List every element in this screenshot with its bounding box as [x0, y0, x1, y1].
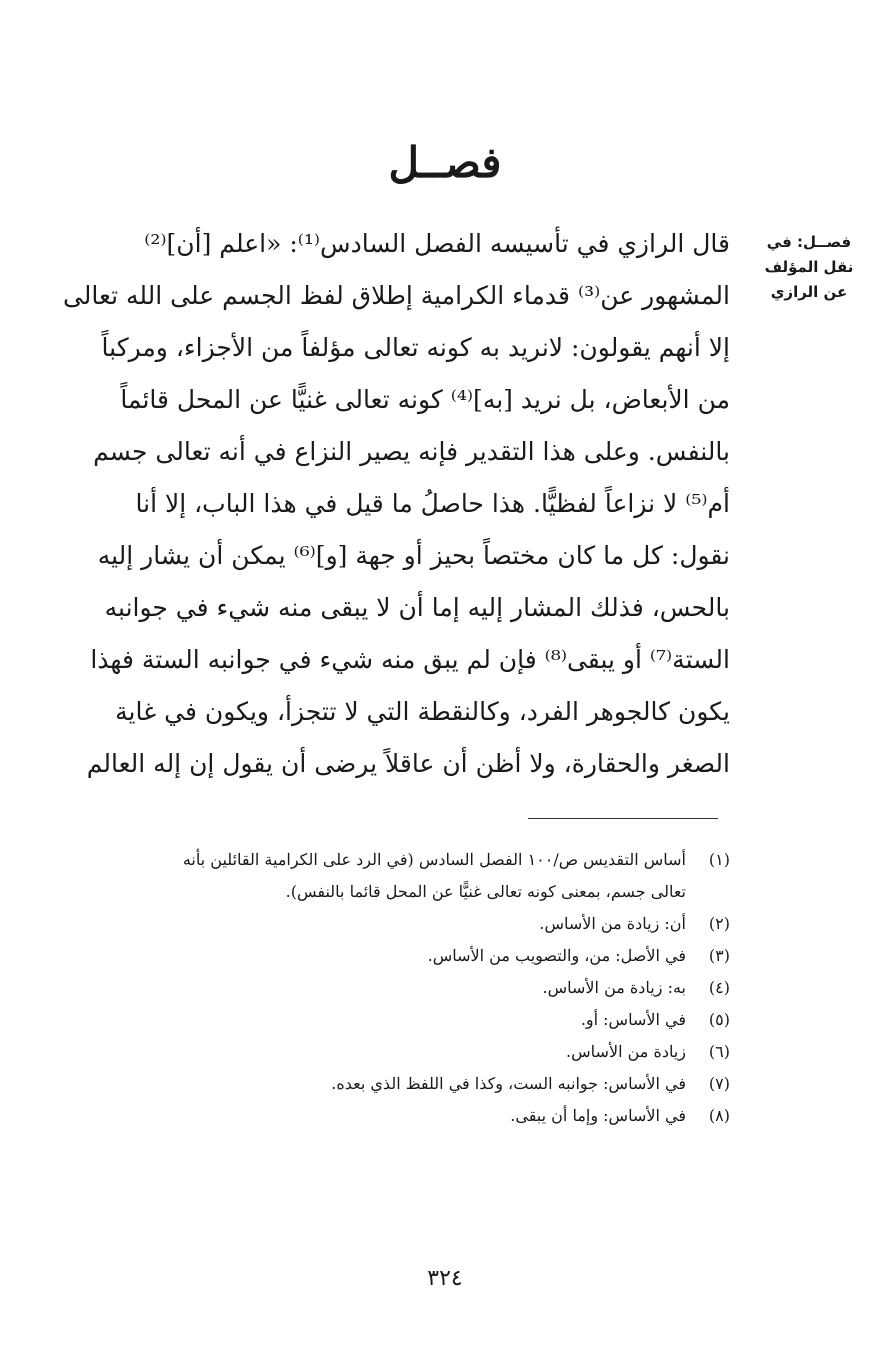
footnote-line: به: زيادة من الأساس.	[542, 978, 686, 997]
footnote-item	[40, 1100, 730, 1132]
margin-note-line: فصــل: في	[766, 233, 852, 251]
footnote-number: (٤)	[708, 978, 730, 997]
text-line: بالنفس. وعلى هذا التقدير فإنه يصير النزاع في أنه تعالى جسم	[93, 437, 730, 466]
margin-note-line: نقل المؤلف	[764, 258, 854, 276]
section-title: فصــل	[388, 138, 502, 187]
footnote-number: (٨)	[708, 1106, 730, 1125]
page-number: ٣٢٤	[427, 1266, 463, 1291]
footnote-line: أساس التقديس ص/١٠٠ الفصل السادس (في الرد على الكرامية القائلين بأنه	[182, 850, 686, 869]
text-line: يكون كالجوهر الفرد، وكالنقطة التي لا تتجزأ، ويكون في غاية	[115, 697, 730, 726]
margin-note	[746, 230, 872, 305]
text-line: إلا أنهم يقولون: لانريد به كونه تعالى مؤلفاً من الأجزاء، ومركباً	[101, 333, 730, 362]
text-line: نقول: كل ما كان مختصاً بحيز أو جهة [و]⁽⁶⁾ يمكن أن يشار إليه	[97, 541, 730, 570]
footnote-text	[40, 844, 686, 908]
footnote-item	[40, 908, 730, 940]
footnote-text	[40, 908, 686, 940]
footnote-line: زيادة من الأساس.	[566, 1042, 686, 1061]
footnote-item	[40, 844, 730, 908]
footnote-text	[40, 940, 686, 972]
text-line: أم⁽⁵⁾ لا نزاعاً لفظيًّا. هذا حاصلُ ما قيل في هذا الباب، إلا أنا	[135, 489, 730, 518]
footnotes	[40, 844, 730, 1132]
footnote-text	[40, 1004, 686, 1036]
footnote-text	[40, 1100, 686, 1132]
footnote-number: (١)	[708, 850, 730, 869]
text-line: المشهور عن⁽³⁾ قدماء الكرامية إطلاق لفظ الجسم على الله تعالى	[62, 281, 730, 310]
footnote-item	[40, 972, 730, 1004]
main-text	[40, 218, 730, 790]
footnote-separator	[528, 818, 718, 819]
text-line: قال الرازي في تأسيسه الفصل السادس⁽¹⁾: «اعلم [أن]⁽²⁾	[144, 229, 730, 258]
footnote-number: (٦)	[708, 1042, 730, 1061]
footnote-item	[40, 1036, 730, 1068]
footnote-text	[40, 1036, 686, 1068]
footnote-number: (٣)	[708, 946, 730, 965]
footnote-item	[40, 940, 730, 972]
footnote-line: في الأساس: جوانبه الست، وكذا في اللفظ الذي بعده.	[331, 1074, 686, 1093]
footnote-line: في الأساس: أو.	[580, 1010, 686, 1029]
footnote-line: في الأساس: وإما أن يبقى.	[510, 1106, 686, 1125]
footnote-text	[40, 972, 686, 1004]
footnote-line: تعالى جسم، بمعنى كونه تعالى غنيًّا عن المحل قائما بالنفس).	[285, 882, 686, 901]
footnote-number: (٥)	[708, 1010, 730, 1029]
footnote-line: أن: زيادة من الأساس.	[539, 914, 686, 933]
footnote-number: (٧)	[708, 1074, 730, 1093]
text-line: الستة⁽⁷⁾ أو يبقى⁽⁸⁾ فإن لم يبق منه شيء في جوانبه الستة فهذا	[90, 645, 730, 674]
footnote-item	[40, 1068, 730, 1100]
margin-note-line: عن الرازي	[770, 283, 848, 301]
text-line: بالحس، فذلك المشار إليه إما أن لا يبقى منه شيء في جوانبه	[104, 593, 730, 622]
footnote-item	[40, 1004, 730, 1036]
footnote-text	[40, 1068, 686, 1100]
footnote-line: في الأصل: من، والتصويب من الأساس.	[427, 946, 686, 965]
text-line: من الأبعاض، بل نريد [به]⁽⁴⁾ كونه تعالى غنيًّا عن المحل قائماً	[120, 385, 730, 414]
text-line: الصغر والحقارة، ولا أظن أن عاقلاً يرضى أن يقول إن إله العالم	[86, 749, 730, 778]
footnote-number: (٢)	[708, 914, 730, 933]
